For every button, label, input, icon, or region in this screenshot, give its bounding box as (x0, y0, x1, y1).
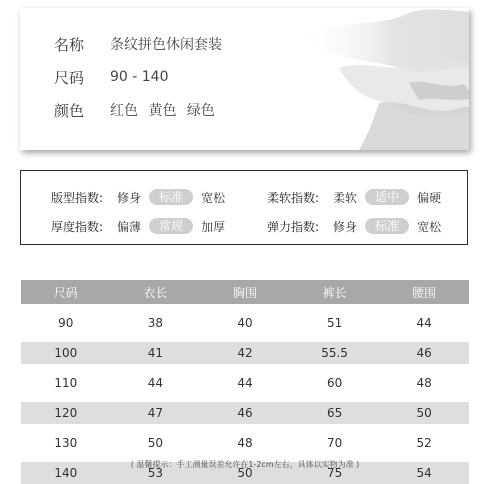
elasticity-index-row (267, 217, 449, 235)
table-cell: 38 (147, 316, 164, 330)
elasticity-option-slim: 修身 (333, 219, 358, 234)
size-label: 尺码 (54, 68, 85, 87)
table-cell: 42 (200, 342, 290, 364)
fit-option-standard-selected: 标准 (149, 189, 193, 205)
table-cell: 130 (54, 436, 78, 450)
table-cell: 48 (416, 376, 432, 390)
table-cell: 50 (200, 462, 290, 484)
thickness-option-thin: 偏薄 (117, 219, 142, 234)
table-cell: 65 (290, 402, 380, 424)
softness-option-medium-selected: 适中 (365, 189, 409, 205)
thickness-option-thick: 加厚 (201, 219, 226, 234)
name-label: 名称 (54, 35, 85, 54)
table-row (21, 402, 469, 424)
table-cell: 46 (200, 402, 290, 424)
color-label: 颜色 (54, 101, 85, 120)
table-cell: 54 (379, 462, 469, 484)
table-cell: 52 (416, 436, 432, 450)
thickness-option-regular-selected: 常规 (149, 218, 193, 234)
softness-index-row (267, 188, 449, 206)
table-cell: 44 (237, 376, 253, 390)
table-cell: 55.5 (290, 342, 380, 364)
fabric-indicators-box (20, 170, 468, 245)
table-row (21, 432, 469, 454)
table-cell: 41 (111, 342, 201, 364)
table-cell: 40 (237, 316, 253, 330)
size-chart-table (21, 280, 469, 484)
softness-option-hard: 偏硬 (417, 190, 442, 205)
header-size: 尺码 (21, 280, 111, 304)
size-value: 90 - 140 (110, 69, 169, 85)
fit-index-row (51, 188, 233, 206)
table-cell: 53 (111, 462, 201, 484)
product-info-card (20, 8, 469, 150)
table-row (21, 372, 469, 394)
table-cell: 110 (54, 376, 78, 390)
elasticity-index-title: 弹力指数: (267, 219, 320, 234)
color-option-yellow: 黄色 (148, 103, 177, 119)
table-cell: 50 (379, 402, 469, 424)
fit-option-slim: 修身 (117, 190, 142, 205)
table-cell: 60 (326, 376, 343, 390)
thickness-index-title: 厚度指数: (51, 219, 104, 234)
table-cell: 70 (326, 436, 343, 450)
ink-wash-decoration (259, 8, 469, 150)
table-cell: 44 (416, 316, 432, 330)
table-cell: 50 (147, 436, 164, 450)
table-cell: 47 (111, 402, 201, 424)
elasticity-option-loose: 宽松 (417, 219, 442, 234)
header-chest: 胸围 (200, 280, 290, 304)
fit-option-loose: 宽松 (201, 190, 226, 205)
thickness-index-row (51, 217, 233, 235)
table-cell: 140 (21, 462, 111, 484)
table-cell: 90 (58, 316, 74, 330)
table-row (21, 342, 469, 364)
table-cell: 100 (21, 342, 111, 364)
softness-option-soft: 柔软 (333, 190, 358, 205)
fit-index-title: 版型指数: (51, 190, 104, 205)
header-waist: 腰围 (379, 280, 469, 304)
header-top-length: 衣长 (111, 280, 201, 304)
color-option-red: 红色 (110, 103, 138, 119)
table-cell: 51 (326, 316, 343, 330)
softness-index-title: 柔软指数: (267, 190, 320, 205)
header-pants-length: 裤长 (290, 280, 380, 304)
name-row (54, 34, 222, 54)
elasticity-option-standard-selected: 标准 (365, 218, 409, 234)
table-cell: 48 (237, 436, 253, 450)
color-row (54, 100, 221, 120)
table-row (21, 312, 469, 334)
table-cell: 44 (147, 376, 164, 390)
table-cell: 75 (290, 462, 380, 484)
table-cell: 46 (379, 342, 469, 364)
color-values (110, 100, 221, 120)
name-value: 条纹拼色休闲套装 (110, 37, 222, 53)
color-option-green: 绿色 (186, 103, 215, 119)
table-cell: 120 (21, 402, 111, 424)
table-header-row (21, 280, 469, 304)
measurement-note: ( 温馨提示：手工测量误差允许在1-2cm左右，具体以实物为准 ) (130, 460, 360, 469)
size-row (54, 67, 169, 87)
